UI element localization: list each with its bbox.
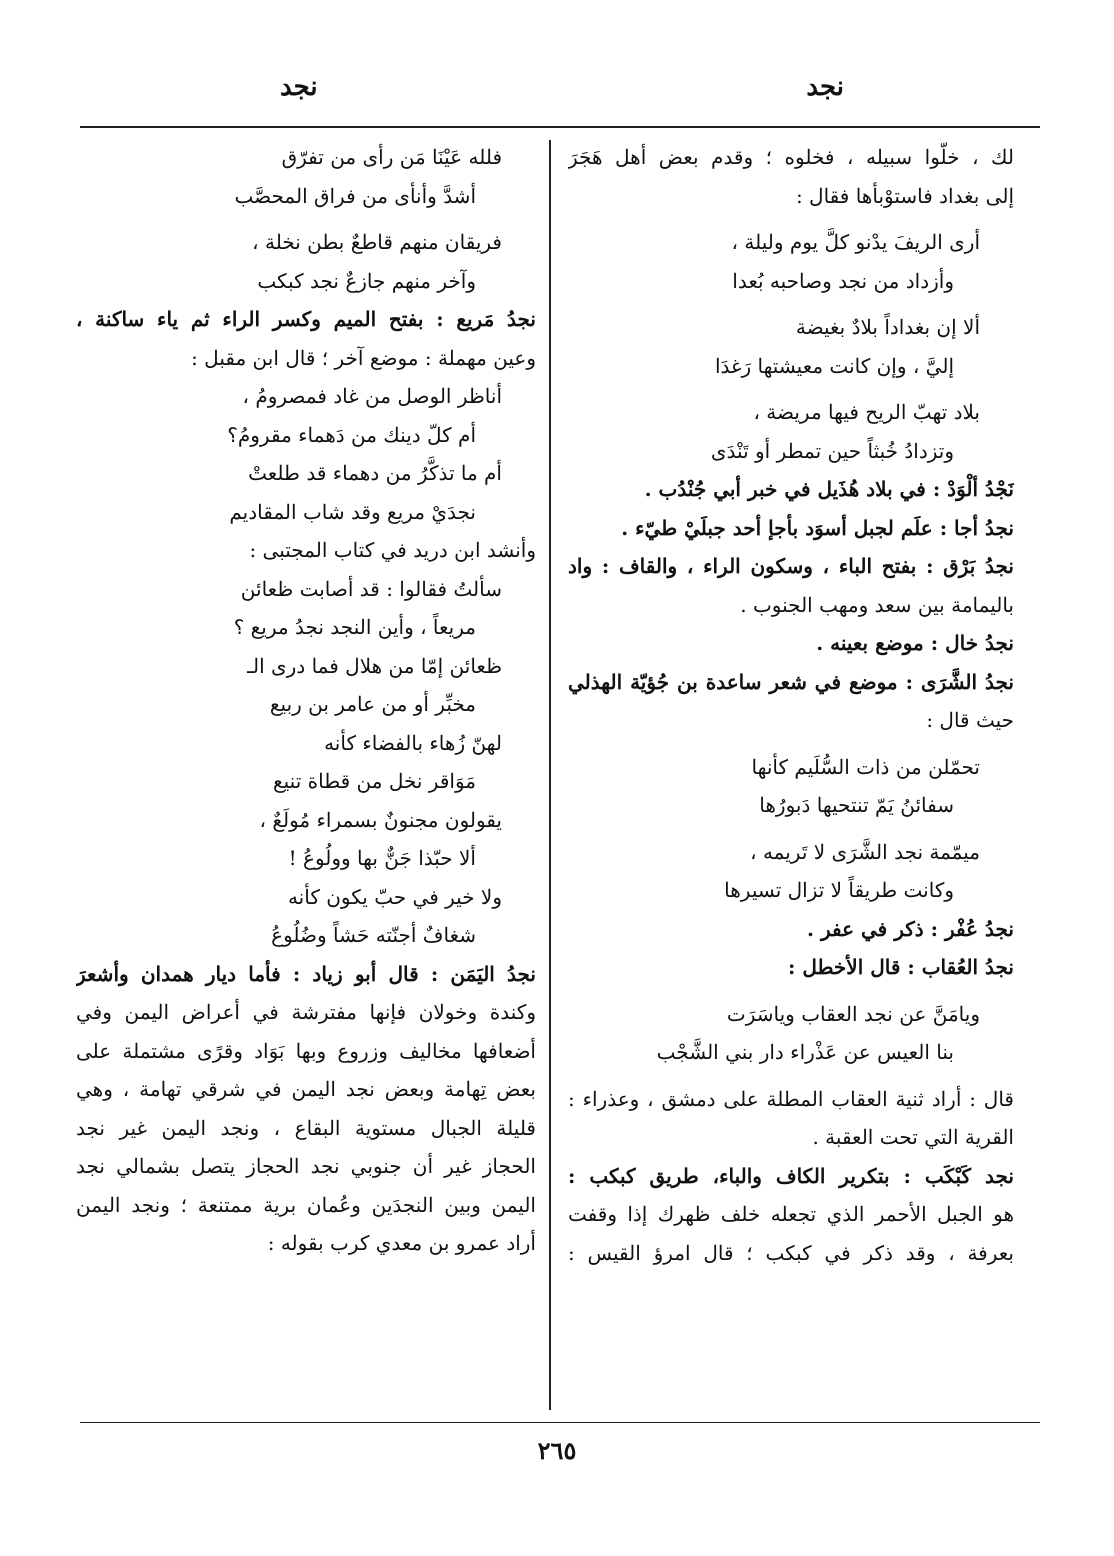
- entry-line: نجدُ بَرْق : بفتح الباء ، وسكون الراء ، والقاف : واد: [568, 554, 1014, 578]
- text-line: القرية التي تحت العقبة .: [812, 1125, 1014, 1149]
- text-line: أضعافها مخاليف وزروع وبها بَوَاد وقرًى مشتملة على: [76, 1038, 536, 1063]
- text-line: بعض تِهامة وبعض نجد اليمن في شرقي تهامة ، وهي: [76, 1077, 536, 1101]
- right-column: [568, 138, 1014, 1272]
- entry-line: نَجْدُ ألْوَدْ : في بلاد هُذَيل في خبر أبي جُنْدُب .: [644, 477, 1014, 501]
- left-column: [76, 138, 536, 1263]
- verse-line: إليَّ ، وإن كانت معيشتها رَغدَا: [714, 353, 954, 378]
- entry-line: نجدُ اليَمَن : قال أبو زياد : فأما ديار همدان وأشعرَ: [76, 961, 536, 986]
- verse-line: أم كلّ دينك من دَهماء مقرومُ؟: [227, 422, 476, 447]
- text-line: باليمامة بين سعد ومهب الجنوب .: [740, 592, 1014, 617]
- verse-line: سألتُ فقالوا : قد أصابت ظعائن: [240, 576, 502, 601]
- text-line: حيث قال :: [926, 708, 1014, 732]
- entry-line: نجد كَبْكَب : بتكرير الكاف والباء، طريق كبكب :: [568, 1163, 1014, 1188]
- text-line: هو الجبل الأحمر الذي تجعله خلف ظهرك إذا وقفت: [568, 1202, 1014, 1226]
- verse-line: شغافٌ أجنّته حَشاً وضُلُوعُ: [271, 923, 476, 947]
- verse-line: مَوَاقر نخل من قطاة تنيع: [272, 769, 476, 793]
- spacer: [568, 825, 1014, 833]
- verse-line: بلاد تهبّ الريح فيها مريضة ،: [753, 400, 980, 424]
- verse-line: وآخر منهم جازعٌ نجد كبكب: [257, 268, 476, 293]
- verse-line: ألا إن بغداداً بلادٌ بغيضة: [795, 315, 980, 339]
- verse-line: نجدَيْ مريع وقد شاب المقاديم: [229, 499, 476, 524]
- verse-line: بنا العيس عن عَذْراء دار بني الشَّجْب: [656, 1040, 954, 1064]
- text-line: وأنشد ابن دريد في كتاب المجتبى :: [249, 538, 536, 562]
- text-line: اليمن وبين النجدَين وعُمان برية ممتنعة ؛ ونجد اليمن: [76, 1192, 536, 1217]
- text-line: لك ، خلّوا سبيله ، فخلوه ؛ وقدم بعض أهل هَجَرَ: [568, 145, 1014, 169]
- verse-line: فلله عَيْنَا مَن رأى من تفرّق: [281, 145, 502, 169]
- column-divider: [549, 140, 551, 1410]
- verse-line: أشدَّ وأنأى من فراق المحصَّب: [234, 183, 476, 208]
- text-line: قليلة الجبال مستوية البقاع ، ونجد اليمن غير نجد: [76, 1115, 536, 1140]
- spacer: [568, 1072, 1014, 1080]
- verse-line: وكانت طريقاً لا تزال تسيرها: [724, 878, 954, 902]
- text-line: إلى بغداد فاستوْبأها فقال :: [795, 183, 1014, 208]
- entry-line: نجدُ خال : موضع بعينه .: [816, 631, 1014, 655]
- entry-line: نجدُ عُفْر : ذكر في عفر .: [807, 916, 1014, 941]
- entry-line: نجدُ أجا : علَم لجبل أسوَد بأجإ أحد جبلَيْ طيّء .: [621, 515, 1014, 540]
- verse-line: أرى الريفَ يدْنو كلَّ يوم وليلة ،: [731, 230, 980, 254]
- top-rule: [80, 126, 1040, 128]
- text-line: بعرفة ، وقد ذكر في كبكب ؛ قال امرؤ القيس :: [568, 1240, 1014, 1265]
- entry-line: نجدُ مَريع : بفتح الميم وكسر الراء ثم ياء ساكنة ،: [76, 307, 536, 331]
- bottom-rule: [80, 1422, 1040, 1423]
- spacer: [568, 987, 1014, 995]
- page-number: ٢٦٥: [537, 1436, 577, 1465]
- header-right-title: نجد: [806, 72, 844, 102]
- spacer: [568, 215, 1014, 223]
- verse-line: ويامَنَّ عن نجد العقاب وياسَرَت: [726, 1001, 980, 1026]
- verse-line: لهنّ زُهاء بالفضاء كأنه: [324, 730, 502, 755]
- text-line: أراد عمرو بن معدي كرب بقوله :: [267, 1231, 536, 1255]
- verse-line: ميمّمة نجد الشَّرَى لا تَريمه ،: [750, 839, 980, 864]
- verse-line: أناظر الوصل من غاد فمصرومُ ،: [242, 384, 502, 408]
- verse-line: يقولون مجنونٌ بسمراء مُولَعٌ ،: [259, 807, 502, 832]
- verse-line: مريعاً ، وأين النجد نجدُ مريع ؟: [233, 615, 476, 639]
- verse-line: ألا حبّذا جَنٌّ بها وولُوعُ !: [288, 846, 476, 870]
- spacer: [76, 215, 536, 223]
- header-left-title: نجد: [280, 72, 318, 102]
- text-line: الحجاز غير أن جنوبي نجد الحجاز يتصل بشمالي نجد: [76, 1154, 536, 1178]
- verse-line: ظعائن إمّا من هلال فما درى الـ: [247, 653, 502, 678]
- text-line: وكندة وخولان فإنها مفترشة في أعراض اليمن وفي: [76, 1000, 536, 1024]
- verse-line: فريقان منهم قاطعٌ بطن نخلة ،: [252, 230, 502, 254]
- verse-line: مخبِّر أو من عامر بن ربيع: [269, 692, 476, 716]
- spacer: [568, 740, 1014, 748]
- verse-line: تحمّلن من ذات السُّلَيم كأنها: [751, 754, 980, 779]
- text-line: قال : أراد ثنية العقاب المطلة على دمشق ، وعذراء :: [568, 1086, 1014, 1111]
- verse-line: سفائنُ يَمّ تنتحيها دَبورُها: [759, 793, 954, 817]
- verse-line: وتزدادُ خُبثاً حين تمطر أو تَنْدَى: [710, 438, 954, 463]
- verse-line: وأزداد من نجد وصاحبه بُعدا: [732, 268, 954, 293]
- spacer: [568, 300, 1014, 308]
- verse-line: ولا خير في حبّ يكون كأنه: [287, 884, 502, 909]
- verse-line: أم ما تذكَّرُ من دهماء قد طلعتْ: [248, 461, 502, 485]
- text-line: وعين مهملة : موضع آخر ؛ قال ابن مقبل :: [191, 345, 536, 370]
- spacer: [568, 385, 1014, 393]
- entry-line: نجدُ العُقاب : قال الأخطل :: [788, 955, 1014, 979]
- entry-line: نجدُ الشَّرَى : موضع في شعر ساعدة بن جُؤيّة الهذلي: [568, 669, 1014, 694]
